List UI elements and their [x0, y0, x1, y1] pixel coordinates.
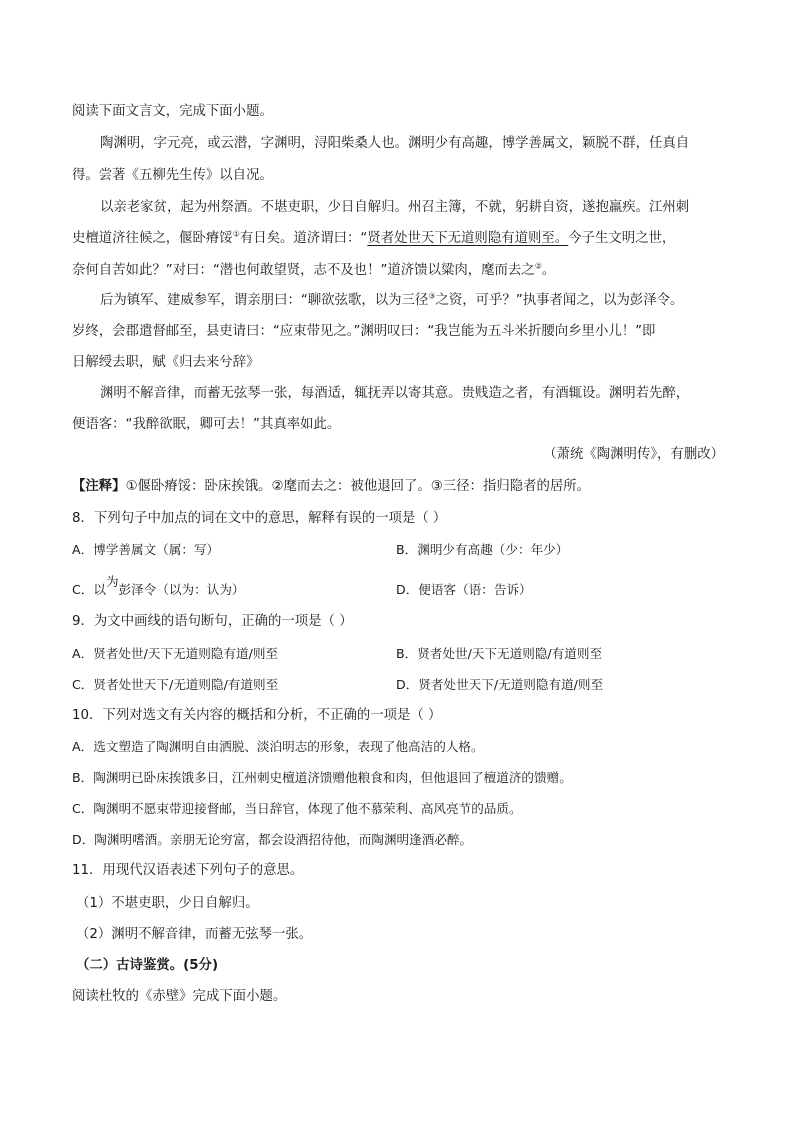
- passage-text: 。: [541, 263, 556, 278]
- q11-sentence-1: （1）不堪吏职，少日自解归。: [76, 896, 259, 911]
- passage-p2-line2: [72, 230, 724, 248]
- q8-option-d[interactable]: D．便语客（语：告诉）: [396, 582, 532, 597]
- passage-text: 今子生文明之世，: [568, 231, 676, 246]
- passage-text: 奈何自苦如此？”对曰：“潜也何敢望贤，志不及也！”道济馈以粱肉，麾而去之: [72, 263, 535, 278]
- passage-p2-line3: [72, 262, 724, 280]
- section2-heading: （二）古诗鉴赏。(5分): [76, 958, 219, 973]
- passage-text: 史檀道济往候之，偃卧瘠馁: [72, 231, 233, 246]
- q11-sentence-2: （2）渊明不解音律，而蓄无弦琴一张。: [76, 927, 313, 942]
- underlined-sentence: 贤者处世天下无道则隐有道则至。: [367, 231, 569, 246]
- notes-label: 【注释】: [72, 479, 126, 494]
- passage-source: （萧统《陶渊明传》，有删改）: [543, 447, 724, 462]
- q9-stem: 9．为文中画线的语句断句，正确的一项是（ ）: [72, 614, 353, 629]
- passage-text: 之资，可乎？”执事者闻之，以为彭泽令。: [435, 293, 684, 308]
- q8-option-c[interactable]: [72, 574, 245, 599]
- notes: [72, 478, 724, 496]
- q8-c-prefix: C．以: [72, 582, 106, 597]
- passage-p3-line1: [100, 292, 724, 310]
- q10-stem: 10．下列对选文有关内容的概括和分析，不正确的一项是（ ）: [72, 708, 442, 723]
- passage-text: 后为镇军、建威参军，谓亲朋曰：“聊欲弦歌，以为三径: [100, 293, 429, 308]
- passage-p3-line2: 岁终，会郡遣督邮至，县吏请曰：“应束带见之。”渊明叹曰：“我岂能为五斗米折腰向乡里小儿！”即: [72, 324, 656, 339]
- q9-option-c[interactable]: C．贤者处世天下/无道则隐/有道则至: [72, 677, 279, 692]
- q9-option-b[interactable]: B．贤者处世/天下无道则隐/有道则至: [396, 646, 603, 661]
- q8-option-a[interactable]: A．博学善属文（属：写）: [72, 542, 220, 557]
- footnote-marker-3: ③: [428, 291, 436, 301]
- notes-text: ①偃卧瘠馁：卧床挨饿。②麾而去之：被他退回了。③三径：指归隐者的居所。: [125, 479, 591, 494]
- passage-p2-line1: 以亲老家贫，起为州祭酒。不堪吏职，少日自解归。州召主簿，不就，躬耕自资，遂抱羸疾。江州刺: [100, 200, 690, 215]
- passage-p4-line1: 渊明不解音律，而蓄无弦琴一张，每酒适，辄抚弄以寄其意。贵贱造之者，有酒辄设。渊明若先醉，: [100, 386, 690, 401]
- q9-option-d[interactable]: D．贤者处世天下/无道则隐有道/则至: [396, 677, 604, 692]
- q10-option-a[interactable]: A．选文塑造了陶渊明自由洒脱、淡泊明志的形象，表现了他高洁的人格。: [72, 739, 484, 754]
- passage-p3-line3: 日解绶去职，赋《归去来兮辞》: [72, 355, 260, 370]
- passage-text: 有日矣。道济谓曰：“: [239, 231, 368, 246]
- q8-c-suffix: 彭泽令（以为：认为）: [118, 582, 245, 597]
- passage-p1-line2: 得。尝著《五柳先生传》以自况。: [72, 168, 273, 183]
- q8-c-dotted-word: 为: [105, 574, 119, 589]
- q11-stem: 11．用现代汉语表述下列句子的意思。: [72, 863, 304, 878]
- footnote-marker-2: ②: [534, 261, 542, 271]
- q8-stem: 8．下列句子中加点的词在文中的意思，解释有误的一项是（ ）: [72, 511, 447, 526]
- q10-option-d[interactable]: D．陶渊明嗜酒。亲朋无论穷富，都会设酒招待他，而陶渊明逢酒必醉。: [72, 832, 473, 847]
- intro-text: 阅读下面文言文，完成下面小题。: [72, 104, 273, 119]
- q8-option-b[interactable]: B．渊明少有高趣（少：年少）: [396, 542, 569, 557]
- passage-p4-line2: 便语客：“我醉欲眠，卿可去！”其真率如此。: [72, 417, 341, 432]
- passage-p1-line1: 陶渊明，字元亮，或云潜，字渊明，浔阳柴桑人也。渊明少有高趣，博学善属文，颖脱不群，任真自: [100, 136, 690, 151]
- q10-option-b[interactable]: B．陶渊明已卧床挨饿多日，江州刺史檀道济馈赠他粮食和肉，但他退回了檀道济的馈赠。: [72, 770, 572, 785]
- section2-intro: 阅读杜牧的《赤壁》完成下面小题。: [72, 989, 287, 1004]
- footnote-marker-1: ①: [232, 229, 240, 239]
- q9-option-a[interactable]: A．贤者处世/天下无道则隐有道/则至: [72, 646, 279, 661]
- q10-option-c[interactable]: C．陶渊明不愿束带迎接督邮，当日辞官，体现了他不慕荣利、高风亮节的品质。: [72, 801, 522, 816]
